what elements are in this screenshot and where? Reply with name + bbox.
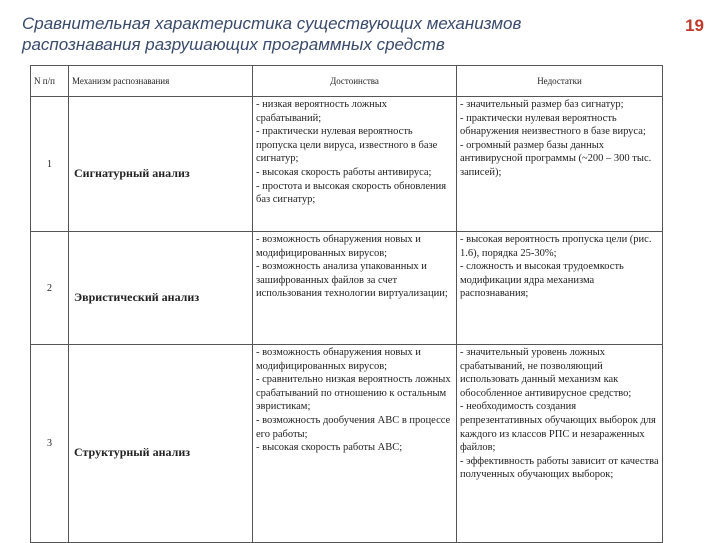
disadvantages-cell [457,232,663,345]
disadvantage-item: - практически нулевая вероятность обнаружения неизвестного в базе вируса; [460,112,646,138]
row-number: 2 [31,232,69,345]
disadvantage-item: - огромный размер базы данных антивирусной программы (~200 – 300 тыс. записей); [460,139,652,178]
advantages-cell [253,97,457,232]
disadvantage-item: - необходимость создания репрезентативных обучающих выборок для каждого из классов РПС и незараженных файлов; [460,401,656,454]
advantage-item: - высокая скорость работы АВС; [256,442,403,454]
table-row [31,232,663,345]
mechanism-name [69,232,253,345]
advantage-item: - простота и высокая скорость обновления баз сигнатур; [256,180,447,206]
page-number: 19 [685,16,704,35]
advantages-cell [253,345,457,543]
advantage-item: - низкая вероятность ложных срабатываний; [256,99,388,124]
advantage-item: - практически нулевая вероятность пропуска цели вируса, известного в базе сигнатур; [256,126,438,165]
header-number: N п/п [31,66,69,97]
disadvantage-item: - значительный уровень ложных срабатываний, не позволяющий использовать данный механизм как обособленное антивирусное средство; [460,347,632,399]
disadvantage-item: - значительный размер баз сигнатур; [460,99,624,110]
disadvantages-cell [457,345,663,543]
mechanism-name [69,97,253,232]
advantage-item: - возможность анализа упакованных и зашифрованных файлов за счет использования технологии виртуализации; [256,261,448,300]
table-row [31,345,663,543]
row-number: 1 [31,97,69,232]
row-number: 3 [31,345,69,543]
advantages-cell [253,232,457,345]
mechanism-label: Эвристический анализ [74,289,200,304]
advantage-item: - сравнительно низкая вероятность ложных срабатываний по отношению к остальным эвристикам; [256,374,451,413]
header-mechanism: Механизм распознавания [69,66,253,97]
table-header [31,66,663,97]
disadvantage-item: - сложность и высокая трудоемкость модификации ядра механизма распознавания; [460,261,624,300]
table-header-row [31,66,663,97]
slide-title-line-2: распознавания разрушающих программных средств [22,35,445,54]
comparison-table [30,65,663,543]
disadvantage-item: - высокая вероятность пропуска цели (рис. 1.6), порядка 25-30%; [460,234,652,259]
mechanism-label: Сигнатурный анализ [74,165,190,180]
header-disadvantages: Недостатки [457,66,663,97]
advantage-item: - возможность обнаружения новых и модифицированных вирусов; [256,347,421,372]
table-row [31,97,663,232]
mechanism-label: Структурный анализ [74,445,191,459]
disadvantage-item: - эффективность работы зависит от качества полученных обучающих выборок; [460,455,659,481]
advantage-item: - возможность дообучения АВС в процессе его работы; [256,414,451,440]
advantage-item: - высокая скорость работы антивируса; [256,166,432,178]
mechanism-name [69,345,253,543]
slide-title [22,13,622,55]
disadvantages-cell [457,97,663,232]
header-advantages: Достоинства [253,66,457,97]
slide-title-line-1: Сравнительная характеристика существующих механизмов [22,14,522,33]
advantage-item: - возможность обнаружения новых и модифицированных вирусов; [256,234,421,259]
